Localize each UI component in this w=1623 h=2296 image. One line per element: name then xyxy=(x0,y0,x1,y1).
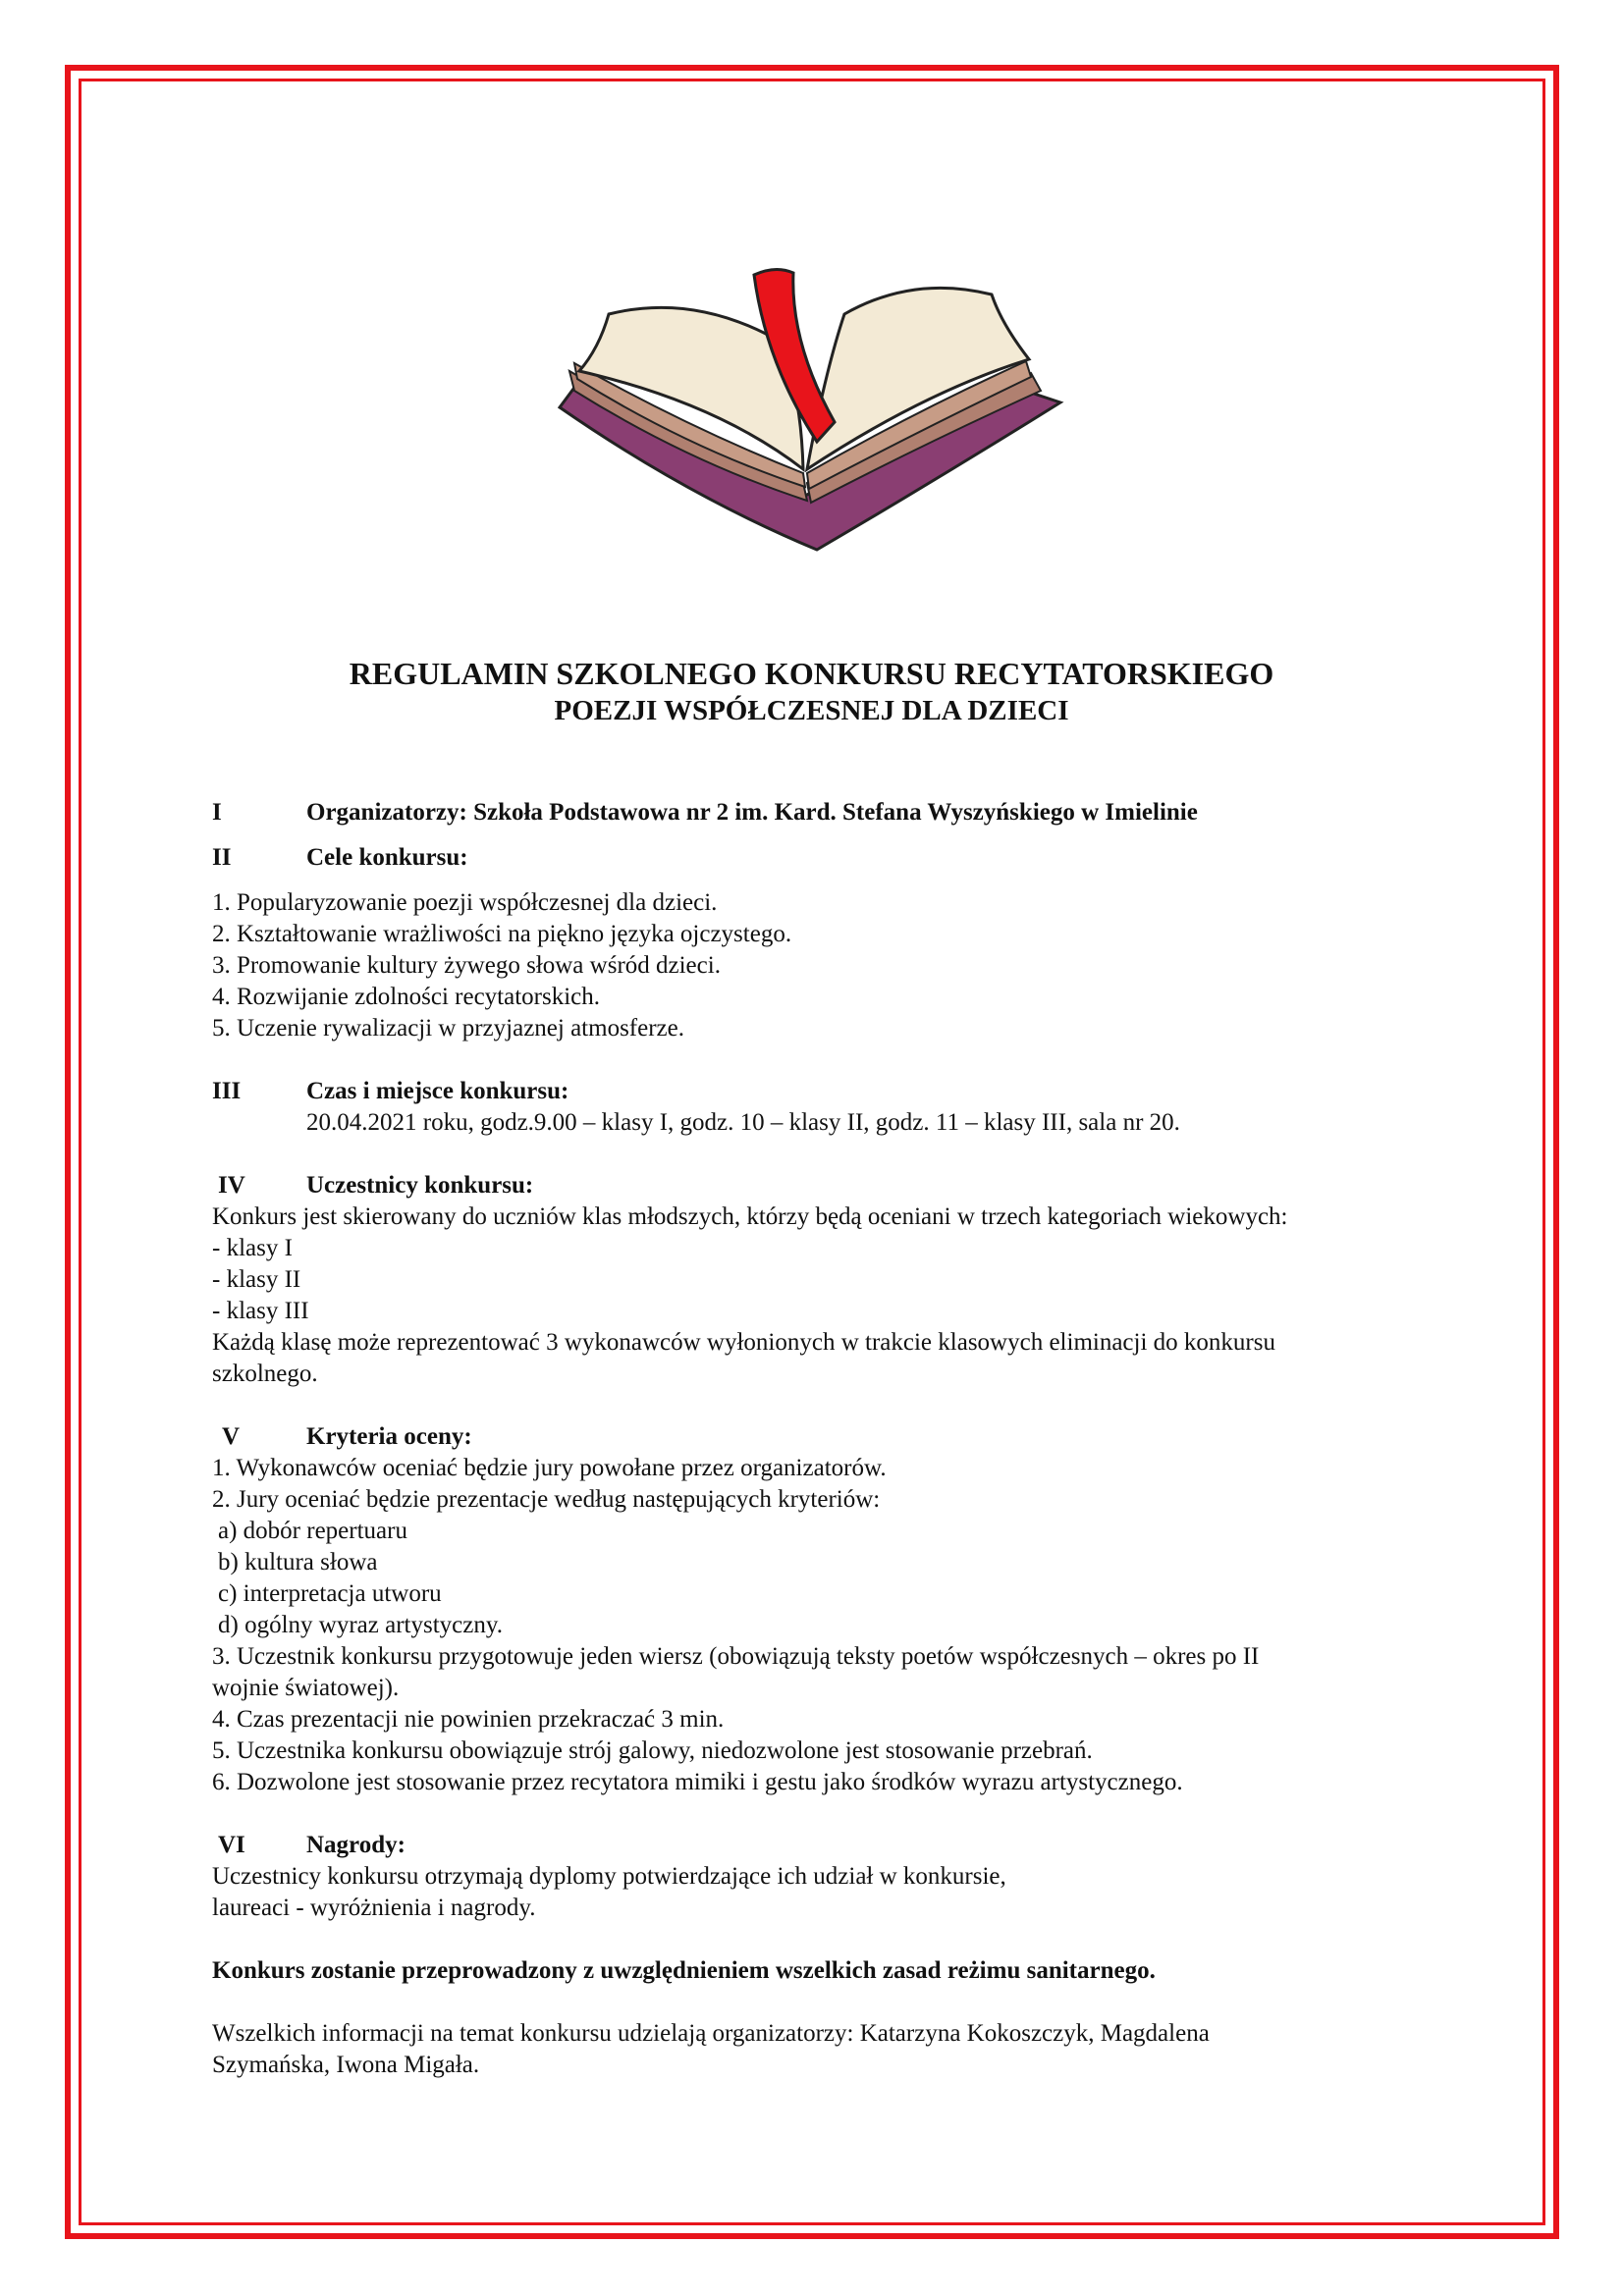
document-body xyxy=(212,797,1430,2081)
text-line: 4. Czas prezentacji nie powinien przekraczać 3 min. xyxy=(212,1706,725,1733)
text-line: b) kultura słowa xyxy=(218,1549,378,1575)
text-line: - klasy I xyxy=(212,1235,293,1261)
list-item: 1. Popularyzowanie poezji współczesnej dla dzieci. xyxy=(212,889,718,916)
section-number: IV xyxy=(218,1172,245,1199)
document-title: REGULAMIN SZKOLNEGO KONKURSU RECYTATORSKIEGO xyxy=(349,656,1274,691)
text-line: Konkurs jest skierowany do uczniów klas młodszych, którzy będą oceniani w trzech kategoriach wiekowych: xyxy=(212,1203,1288,1230)
text-line: 1. Wykonawców oceniać będzie jury powołane przez organizatorów. xyxy=(212,1455,887,1481)
text-line: laureaci - wyróżnienia i nagrody. xyxy=(212,1895,536,1921)
section-title: Nagrody: xyxy=(306,1832,406,1858)
list-item: 2. Kształtowanie wrażliwości na piękno języka ojczystego. xyxy=(212,921,792,947)
sanitary-notice: Konkurs zostanie przeprowadzony z uwzględnieniem wszelkich zasad reżimu sanitarnego. xyxy=(212,1957,1156,1984)
contact-line: Wszelkich informacji na temat konkursu udzielają organizatorzy: Katarzyna Kokoszczyk, Magdalena xyxy=(212,2020,1210,2047)
section-title: Cele konkursu: xyxy=(306,844,468,871)
section-text: 20.04.2021 roku, godz.9.00 – klasy I, godz. 10 – klasy II, godz. 11 – klasy III, sala nr 20. xyxy=(306,1109,1180,1136)
text-line: c) interpretacja utworu xyxy=(218,1580,442,1607)
section-number: V xyxy=(222,1423,241,1450)
text-line: - klasy III xyxy=(212,1298,309,1324)
contact-line: Szymańska, Iwona Migała. xyxy=(212,2052,480,2078)
section-criteria xyxy=(212,1421,1430,1453)
section-prizes xyxy=(212,1830,1430,1861)
text-line: - klasy II xyxy=(212,1266,301,1293)
list-item: 4. Rozwijanie zdolności recytatorskich. xyxy=(212,984,601,1010)
section-number: I xyxy=(212,799,222,826)
text-line: 6. Dozwolone jest stosowanie przez recytatora mimiki i gestu jako środków wyrazu artystycznego. xyxy=(212,1769,1183,1795)
text-line: 2. Jury oceniać będzie prezentacje według następujących kryteriów: xyxy=(212,1486,881,1513)
text-line: Uczestnicy konkursu otrzymają dyplomy potwierdzające ich udział w konkursie, xyxy=(212,1863,1006,1890)
list-item: 3. Promowanie kultury żywego słowa wśród dzieci. xyxy=(212,952,721,979)
section-goals xyxy=(212,842,1430,874)
text-line: wojnie światowej). xyxy=(212,1675,400,1701)
section-title: Czas i miejsce konkursu: xyxy=(306,1078,569,1104)
section-number: VI xyxy=(218,1832,245,1858)
section-title: Kryteria oceny: xyxy=(306,1423,472,1450)
text-line: Każdą klasę może reprezentować 3 wykonawców wyłonionych w trakcie klasowych eliminacji do konkursu xyxy=(212,1329,1275,1356)
open-book-icon xyxy=(540,255,1075,560)
section-number: III xyxy=(212,1078,242,1104)
list-item: 5. Uczenie rywalizacji w przyjaznej atmosferze. xyxy=(212,1015,684,1041)
section-number: II xyxy=(212,844,232,871)
document-subtitle: POEZJI WSPÓŁCZESNEJ DLA DZIECI xyxy=(554,695,1069,726)
section-organizers xyxy=(212,797,1430,828)
text-line: 5. Uczestnika konkursu obowiązuje strój galowy, niedozwolone jest stosowanie przebrań. xyxy=(212,1737,1093,1764)
text-line: a) dobór repertuaru xyxy=(218,1518,407,1544)
text-line: szkolnego. xyxy=(212,1361,318,1387)
text-line: d) ogólny wyraz artystyczny. xyxy=(218,1612,503,1638)
text-line: 3. Uczestnik konkursu przygotowuje jeden wiersz (obowiązują teksty poetów współczesnych – okres po II xyxy=(212,1643,1260,1670)
section-time-place xyxy=(212,1076,1430,1107)
section-title: Uczestnicy konkursu: xyxy=(306,1172,534,1199)
section-participants xyxy=(212,1170,1430,1201)
section-title: Organizatorzy: Szkoła Podstawowa nr 2 im. Kard. Stefana Wyszyńskiego w Imielinie xyxy=(306,799,1198,826)
